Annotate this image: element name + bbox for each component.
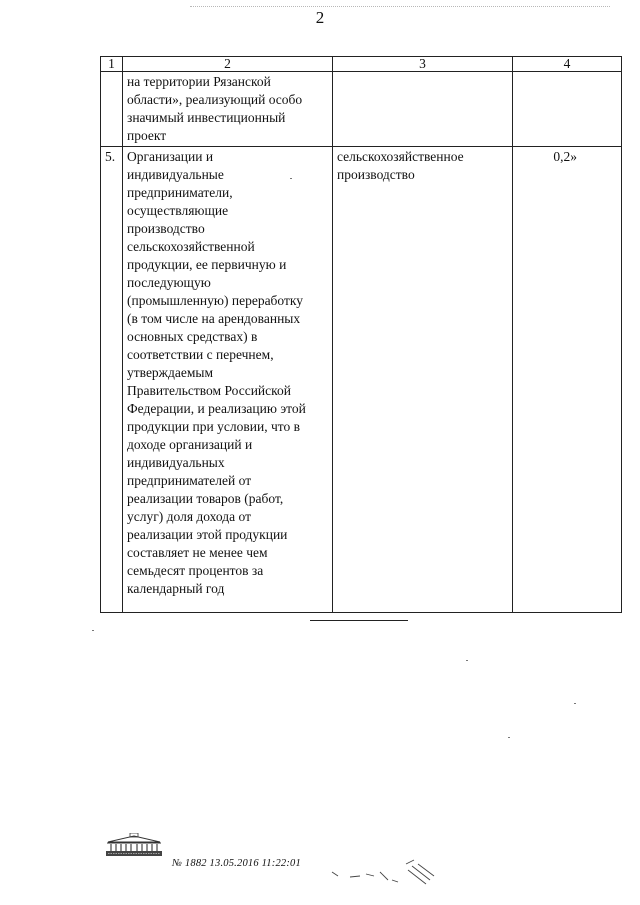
signature-scribble-icon bbox=[330, 858, 440, 892]
table-row-continuation bbox=[101, 72, 622, 147]
rates-table bbox=[100, 56, 622, 613]
table-header-row bbox=[101, 57, 622, 72]
scan-speck bbox=[92, 630, 94, 631]
header-col-2: 2 bbox=[123, 57, 333, 72]
scan-speck bbox=[290, 178, 292, 179]
header-col-4: 4 bbox=[513, 57, 622, 72]
scan-speck bbox=[574, 703, 576, 704]
table-row-5 bbox=[101, 147, 622, 613]
header-col-3: 3 bbox=[333, 57, 513, 72]
row-activity: сельскохозяйственное производство bbox=[333, 147, 513, 613]
document-end-line bbox=[310, 620, 408, 621]
row-description: Организации и индивидуальные предприниматели, осуществляющие производство сельскохозяйственной продукции, ее первичную и последующую (промышленную) переработку (в том числе на арендованных основных средствах) в соответствии с перечнем, утверждаемым Правительством Российской Федерации, и реализацию этой продукции при условии, что в доходе организаций и индивидуальных предпринимателей от реализации товаров (работ, услуг) доля дохода от реализации этой продукции составляет не менее чем семьдесят процентов за календарный год bbox=[123, 147, 333, 613]
row-rate bbox=[513, 72, 622, 147]
scan-speck bbox=[508, 737, 510, 738]
row-description: на территории Рязанской области», реализующий особо значимый инвестиционный проект bbox=[123, 72, 333, 147]
row-number: 5. bbox=[101, 147, 123, 613]
row-number bbox=[101, 72, 123, 147]
header-col-1: 1 bbox=[101, 57, 123, 72]
registration-number: № 1882 13.05.2016 11:22:01 bbox=[172, 858, 301, 869]
row-activity bbox=[333, 72, 513, 147]
archive-building-stamp-icon bbox=[104, 833, 164, 857]
page-number: 2 bbox=[315, 8, 325, 27]
row-rate: 0,2» bbox=[513, 147, 622, 613]
scan-speck bbox=[466, 660, 468, 661]
scan-artifact-line bbox=[190, 6, 610, 7]
